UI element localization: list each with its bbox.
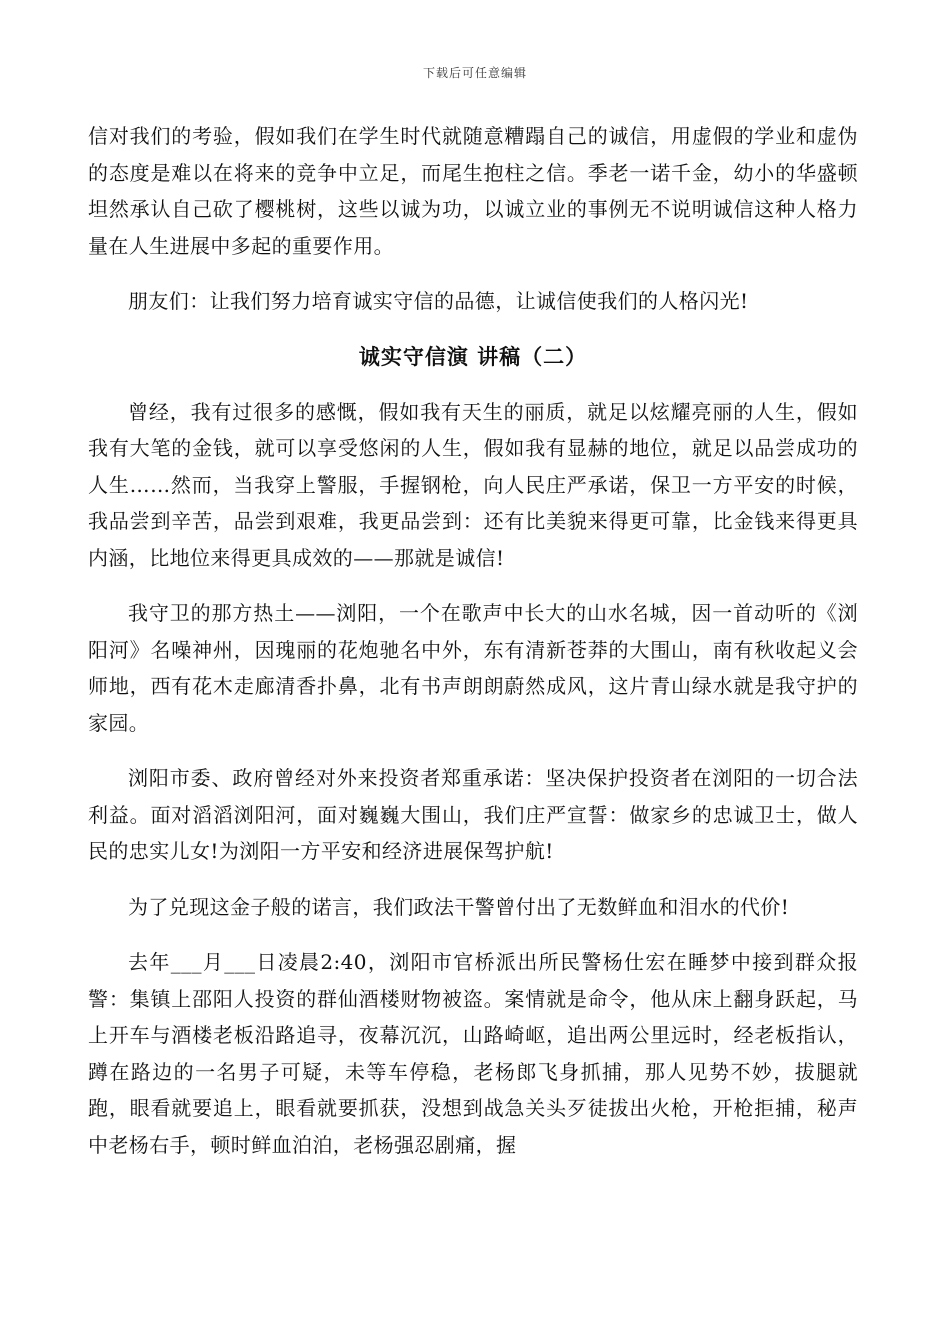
paragraph-spacer <box>88 576 858 595</box>
paragraph-friends: 朋友们：让我们努力培育诚实守信的品德，让诚信使我们的人格闪光! <box>128 289 749 313</box>
paragraph-spacer <box>88 741 858 760</box>
paragraph-spacer <box>88 375 858 394</box>
page-header: 下载后可任意编辑 <box>422 66 527 80</box>
paragraph-government: 浏阳市委、政府曾经对外来投资者郑重承诺：坚决保护投资者在浏阳的一切合法利益。面对滔滔浏阳河，面对巍巍大围山，我们庄严宣誓：做家乡的忠诚卫士，做人民的忠实儿女!为浏阳一方平安和经济进展保驾护航! <box>88 766 858 863</box>
section-title: 诚实守信演 讲稿（二） <box>358 343 588 369</box>
paragraph-spacer <box>88 870 858 889</box>
paragraph-liuyang: 我守卫的那方热土——浏阳，一个在歌声中长大的山水名城，因一首动听的《浏阳河》名噪神州，因瑰丽的花炮驰名中外，东有清新苍莽的大围山，南有秋收起义会师地，西有花木走廊清香扑鼻，北有书声朗朗蔚然成风，这片青山绿水就是我守护的家园。 <box>88 601 858 735</box>
paragraph-once: 曾经，我有过很多的感慨，假如我有天生的丽质，就足以炫耀亮丽的人生，假如我有大笔的金钱，就可以享受悠闲的人生，假如我有显赫的地位，就足以品尝成功的人生……然而，当我穿上警服，手握钢枪，向人民庄严承诺，保卫一方平安的时候，我品尝到辛苦，品尝到艰难，我更品尝到：还有比美貌来得更可靠，比金钱来得更具内涵，比地位来得更具成效的——那就是诚信! <box>88 399 858 570</box>
document-body <box>88 118 858 1163</box>
paragraph-continued: 信对我们的考验，假如我们在学生时代就随意糟蹋自己的诚信，用虚假的学业和虚伪的态度是难以在将来的竞争中立足，而尾生抱柱之信。季老一诺千金，幼小的华盛顿坦然承认自己砍了樱桃树，这些以诚为功，以诚立业的事例无不说明诚信这种人格力量在人生进展中多起的重要作用。 <box>88 124 858 258</box>
paragraph-promise: 为了兑现这金子般的诺言，我们政法干警曾付出了无数鲜血和泪水的代价! <box>128 894 790 919</box>
paragraph-spacer <box>88 264 858 283</box>
paragraph-spacer <box>88 320 858 339</box>
paragraph-spacer <box>88 925 858 944</box>
paragraph-last-year: 去年___月___日凌晨2:40，浏阳市官桥派出所民警杨仕宏在睡梦中接到群众报警：集镇上邵阳人投资的群仙酒楼财物被盗。案情就是命令，他从床上翻身跃起，马上开车与酒楼老板沿路追寻，夜幕沉沉，山路崎岖，追出两公里远时，经老板指认，蹲在路边的一名男子可疑，未等车停稳，老杨郎飞身抓捕，那人见势不妙，拔腿就跑，眼看就要追上，眼看就要抓获，没想到战急关头歹徒拔出火枪，开枪拒捕，秘声中老杨右手，顿时鲜血泊泊，老杨强忍剧痛，握 <box>88 950 858 1157</box>
